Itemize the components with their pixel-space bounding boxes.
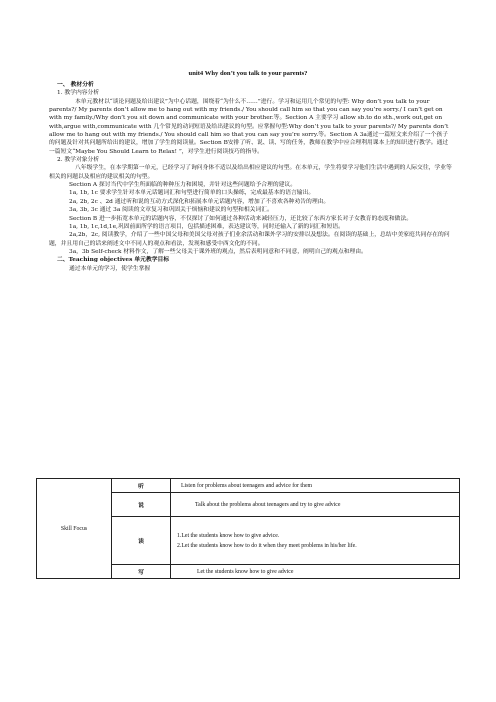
document-body — [49, 81, 453, 273]
paragraph-3a-3c: 3a, 3b, 3c 通过 3a 阅读的文章复习和巩固关于烦恼和建议的句型和相关词汇。 — [69, 207, 273, 214]
paragraph-section-a: Section A 探讨当代中学生所面临的种种压力和困境，并针对这些问题给予合理的建议。 — [69, 182, 297, 189]
skills-table — [36, 478, 460, 579]
reading-objective-line-2: 2.Let the students know how to do it when they meet problems in his/her life. — [177, 542, 357, 549]
section-heading-analysis: 一、 教材分析 — [57, 82, 94, 88]
writing-objective: Let the students know how to give advice — [171, 565, 460, 579]
paragraph-1a-1c: 1a, 1b, 1c 要求学生针对本单元话题词汇和句型进行简单的口头操练，完成最基本的语言输出。 — [69, 190, 315, 197]
speaking-objective: Talk about the problems about teenagers and try to give advice — [171, 493, 460, 517]
objectives-intro: 通过本单元的学习，使学生掌握 — [69, 265, 151, 272]
category-reading: 读 — [112, 517, 171, 565]
section-heading-objectives: 二、Teaching objectives 单元教学目标 — [57, 257, 170, 264]
paragraph-2a-2d: 2a, 2b, 2c 、2d 通过听和说的互动方式深化和拓展本单元话题内容，增加了不喜欢各种劝告的理由。 — [69, 198, 330, 205]
reading-objective — [171, 517, 460, 565]
subheading-content-analysis: 1. 教学内容分析 — [57, 90, 100, 97]
table-row — [37, 479, 460, 493]
paragraph-self-check: 3a，3b Self-check 材料作文，了解一些父母关于课外班的观点，然后表明同意和不同意，阐明自己的观点和理由。 — [69, 248, 367, 255]
skill-focus-cell: Skill Focus — [37, 479, 112, 579]
category-listening: 听 — [112, 479, 171, 493]
paragraph-1a-1e: 1a, 1b, 1c,1d,1e,巩固前面所学的语言项目，包括描述困难，表达建议等，同时还输入了新的词汇和短语。 — [69, 223, 344, 230]
subheading-student-analysis: 2. 教学对象分析 — [57, 157, 100, 164]
document-title: unit4 Why don’t you talk to your parents? — [188, 70, 308, 77]
paragraph-section-b: Section B 进一步拓宽本单元的话题内容，不仅探讨了如何通过各种活动来减轻压力，还比较了东西方家长对子女教育的态度和做法。 — [69, 215, 413, 222]
reading-objective-line-1: 1.Let the students know how to give advice. — [177, 532, 280, 539]
category-writing: 写 — [112, 565, 171, 579]
paragraph-student-analysis: 八年级学生，在本学期第一单元，已经学习了询问身体不适以及给出相应建议的句型。在本单元，学生将要学习他们生活中遇到的人际交往，学业等相关的问题以及相应的建议相关的句型。 — [49, 165, 452, 180]
listening-objective: Listen for problems about teenagers and advice for them — [171, 479, 460, 493]
paragraph-2a-2c-reading: 2a,2b，2c, 阅读教学，介绍了一些中国父母和美国父母对孩子们业余活动和课外学习的安排以及想法。在阅读的基础上，总结中美家庭共同存在的问题，并且用自己的话来阐述文中不同人的观点和看法，发现和感受中西文化的不同。 — [49, 232, 450, 247]
category-speaking: 说 — [112, 493, 171, 517]
paragraph-content-analysis: 本单元教材以“谈论问题及给出建议”为中心话题，围绕着“为什么不……”进行。学习和运用几个常见的句型: Why don’t you talk to your parents?/ My parents don’t allow me to hang out with my friends./ You should call him so that you can say you’re sorry./ I can’t get on with my family./Why don’t you sit down and communicate with your brother.等。Section A 主要学习 allow sb.to do sth.,work out,get on with,argue with,communicate with 几个常见的动词短语及给出建议的句型。应掌握句型:Why don’t you talk to your parents?/ My parents don’t allow me to hang out with my friends./ You should call him so that you can say you’re sorry.等。Section A 3a通过一篇短文来介绍了一个孩子的问题及针对其问题所给出的建议，增加了学生的阅读量。Section B安排了听、说、读、写的任务，教师在教学中应合理利用课本上的知识进行教学。通过一篇短文“Maybe You Should Learn to Relax! ”，对学生进行阅读技巧的指导。 — [49, 98, 449, 155]
